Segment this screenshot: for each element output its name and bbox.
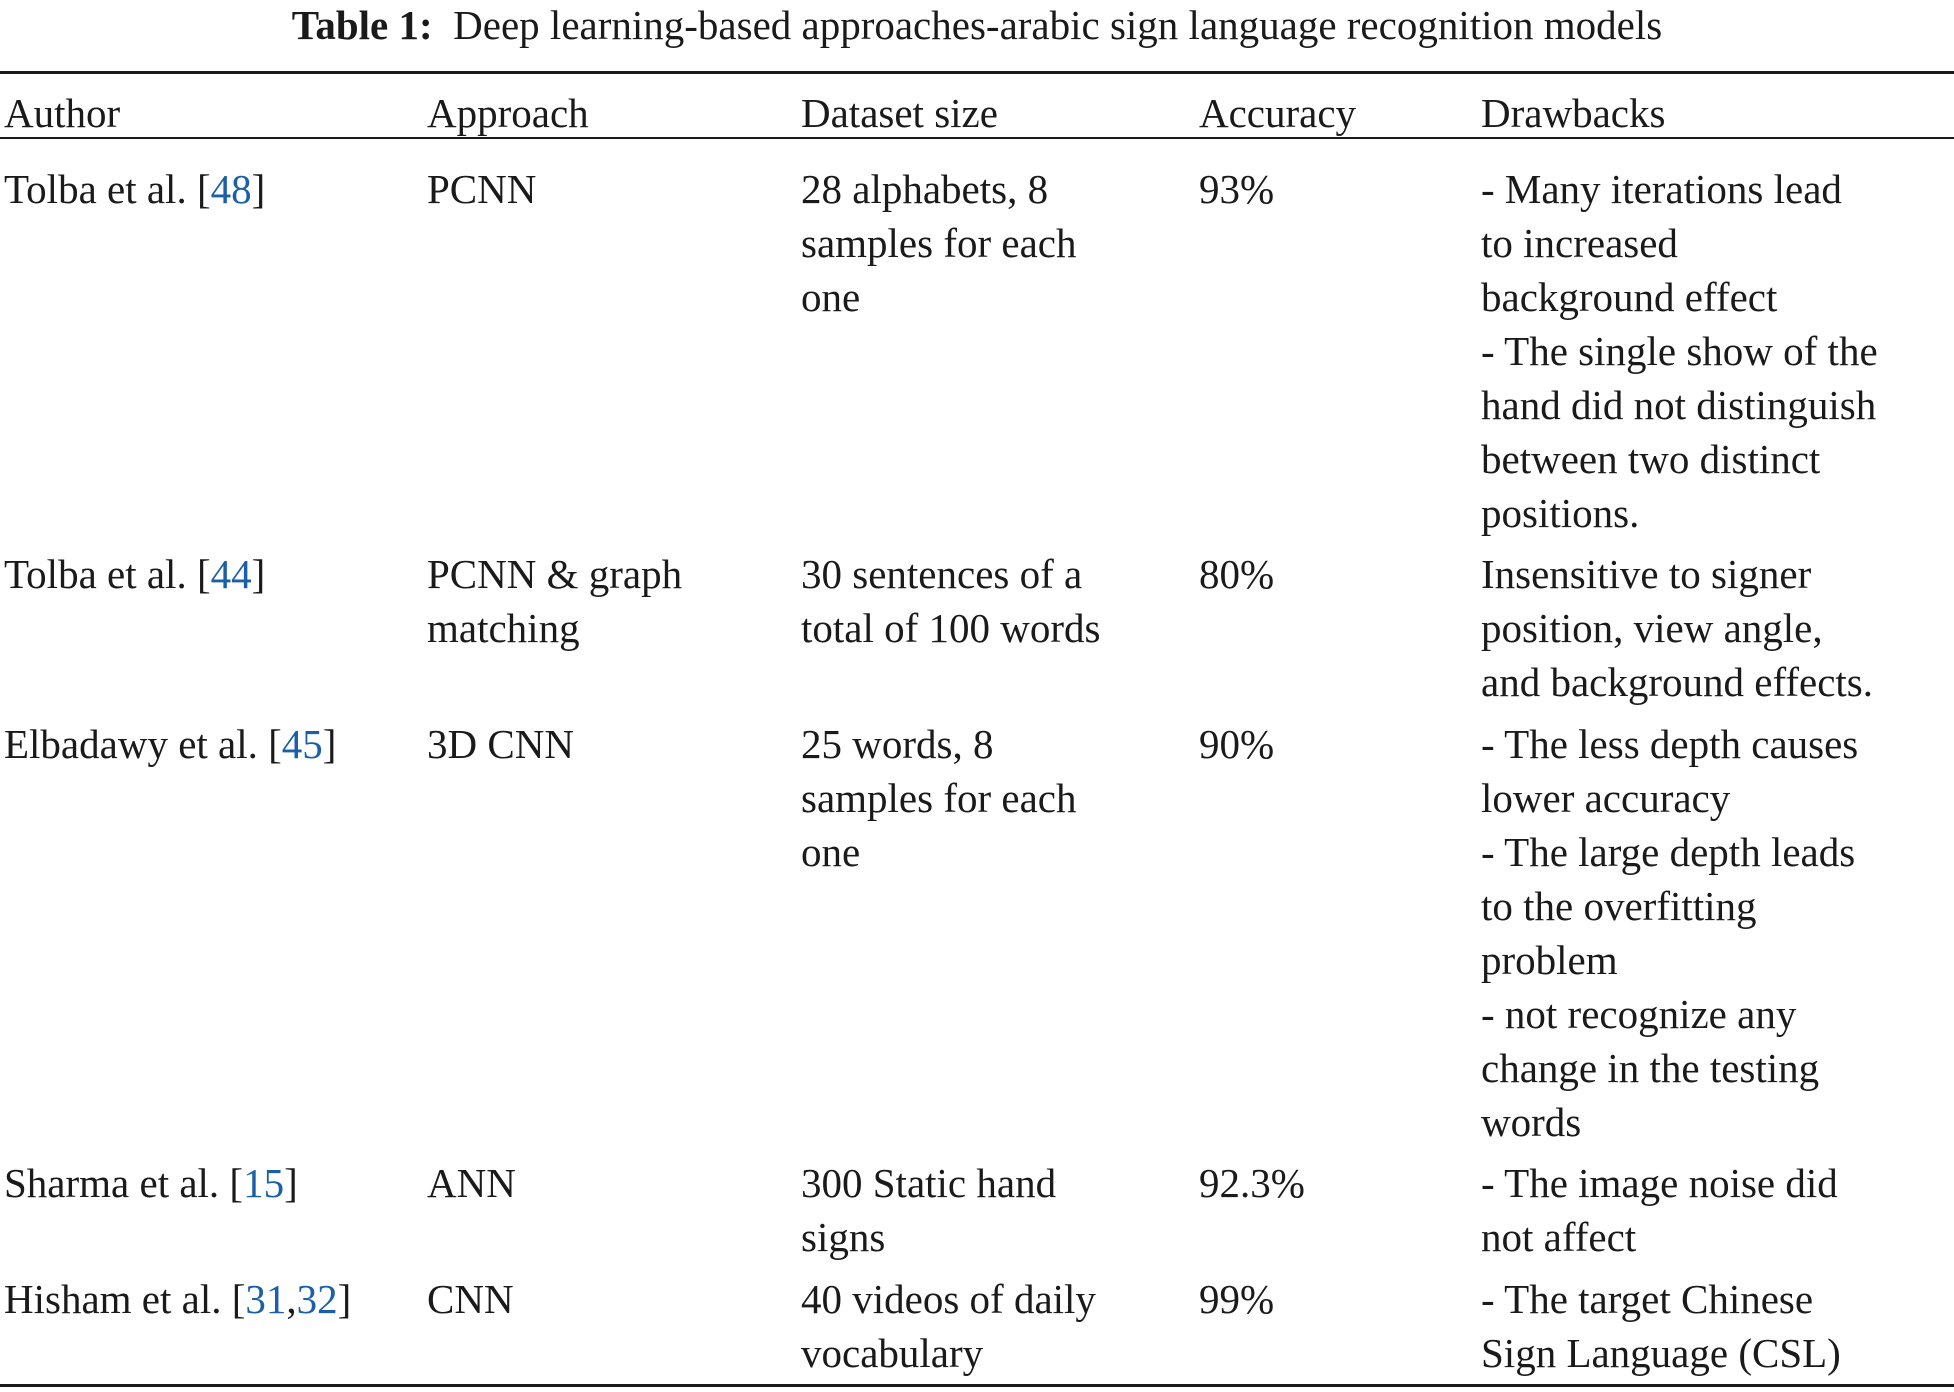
cell-drawbacks-line: - The large depth leads bbox=[1481, 829, 1856, 875]
cell-drawbacks-line: - not recognize any bbox=[1481, 991, 1797, 1037]
citation-link[interactable]: 48 bbox=[210, 166, 252, 212]
cell-drawbacks bbox=[1481, 1156, 1838, 1264]
header-drawbacks: Drawbacks bbox=[1481, 90, 1666, 136]
cell-approach bbox=[427, 717, 574, 771]
cell-drawbacks-line: - The less depth causes bbox=[1481, 721, 1859, 767]
cell-accuracy: 93% bbox=[1199, 166, 1275, 212]
cell-accuracy: 80% bbox=[1199, 551, 1275, 597]
cell-dataset-size-line: one bbox=[801, 829, 861, 875]
cell-approach-line: 3D CNN bbox=[427, 721, 574, 767]
cell-dataset-size-line: one bbox=[801, 274, 861, 320]
header-dataset-size: Dataset size bbox=[801, 90, 998, 136]
author-name: Hisham et al. [ bbox=[4, 1276, 246, 1322]
citation-separator: , bbox=[286, 1276, 297, 1322]
cell-dataset-size bbox=[801, 162, 1077, 324]
table-caption-label: Table 1: bbox=[291, 2, 433, 48]
table-top-rule bbox=[0, 71, 1954, 74]
cell-drawbacks-line: - Many iterations lead bbox=[1481, 166, 1842, 212]
cell-drawbacks-line: position, view angle, bbox=[1481, 605, 1823, 651]
cell-drawbacks bbox=[1481, 1272, 1841, 1380]
cell-drawbacks bbox=[1481, 547, 1873, 709]
cell-drawbacks-line: background effect bbox=[1481, 274, 1778, 320]
cell-drawbacks bbox=[1481, 717, 1858, 1149]
citation-bracket: ] bbox=[322, 721, 337, 767]
cell-drawbacks-line: change in the testing bbox=[1481, 1045, 1820, 1091]
cell-dataset-size-line: 28 alphabets, 8 bbox=[801, 166, 1049, 212]
cell-dataset-size-line: signs bbox=[801, 1214, 886, 1260]
cell-approach-line: ANN bbox=[427, 1160, 516, 1206]
cell-approach-line: PCNN & graph bbox=[427, 551, 683, 597]
cell-drawbacks-line: - The target Chinese bbox=[1481, 1276, 1814, 1322]
citation-link[interactable]: 32 bbox=[296, 1276, 338, 1322]
cell-dataset-size-line: 25 words, 8 bbox=[801, 721, 994, 767]
cell-author bbox=[4, 1272, 351, 1326]
cell-dataset-size bbox=[801, 1272, 1096, 1380]
table-header-rule bbox=[0, 137, 1954, 139]
cell-drawbacks bbox=[1481, 162, 1878, 540]
cell-accuracy: 99% bbox=[1199, 1276, 1275, 1322]
cell-dataset-size bbox=[801, 1156, 1056, 1264]
header-approach: Approach bbox=[427, 90, 589, 136]
cell-drawbacks-line: not affect bbox=[1481, 1214, 1637, 1260]
cell-drawbacks-line: hand did not distinguish bbox=[1481, 382, 1877, 428]
citation-bracket: ] bbox=[337, 1276, 352, 1322]
author-name: Tolba et al. [ bbox=[4, 551, 211, 597]
cell-approach bbox=[427, 547, 682, 655]
author-name: Sharma et al. [ bbox=[4, 1160, 244, 1206]
cell-dataset-size-line: 300 Static hand bbox=[801, 1160, 1057, 1206]
cell-drawbacks-line: lower accuracy bbox=[1481, 775, 1731, 821]
cell-dataset-size bbox=[801, 547, 1101, 655]
cell-approach bbox=[427, 1156, 516, 1210]
cell-drawbacks-line: and background effects. bbox=[1481, 659, 1874, 705]
cell-drawbacks-line: Sign Language (CSL) bbox=[1481, 1330, 1841, 1376]
cell-accuracy: 92.3% bbox=[1199, 1160, 1305, 1206]
cell-drawbacks-line: problem bbox=[1481, 937, 1618, 983]
cell-dataset-size-line: 40 videos of daily bbox=[801, 1276, 1096, 1322]
cell-dataset-size-line: samples for each bbox=[801, 220, 1077, 266]
cell-drawbacks-line: positions. bbox=[1481, 490, 1640, 536]
table-bottom-rule bbox=[0, 1384, 1954, 1387]
citation-bracket: ] bbox=[284, 1160, 298, 1206]
cell-drawbacks-line: Insensitive to signer bbox=[1481, 551, 1812, 597]
cell-dataset-size-line: vocabulary bbox=[801, 1330, 984, 1376]
cell-approach bbox=[427, 162, 536, 216]
cell-drawbacks-line: between two distinct bbox=[1481, 436, 1821, 482]
cell-dataset-size bbox=[801, 717, 1077, 879]
author-name: Tolba et al. [ bbox=[4, 166, 211, 212]
header-author: Author bbox=[4, 90, 121, 136]
citation-link[interactable]: 31 bbox=[245, 1276, 287, 1322]
table-caption bbox=[0, 0, 1954, 50]
cell-approach bbox=[427, 1272, 514, 1326]
cell-drawbacks-line: to the overfitting bbox=[1481, 883, 1757, 929]
cell-drawbacks-line: - The image noise did bbox=[1481, 1160, 1838, 1206]
cell-accuracy: 90% bbox=[1199, 721, 1275, 767]
citation-link[interactable]: 45 bbox=[281, 721, 323, 767]
cell-dataset-size-line: samples for each bbox=[801, 775, 1077, 821]
cell-dataset-size-line: 30 sentences of a bbox=[801, 551, 1083, 597]
table-caption-text: Deep learning-based approaches-arabic sign language recognition models bbox=[453, 2, 1663, 48]
cell-approach-line: matching bbox=[427, 605, 580, 651]
cell-author bbox=[4, 717, 336, 771]
cell-drawbacks-line: to increased bbox=[1481, 220, 1678, 266]
cell-drawbacks-line: words bbox=[1481, 1099, 1582, 1145]
citation-link[interactable]: 44 bbox=[210, 551, 252, 597]
author-name: Elbadawy et al. [ bbox=[4, 721, 282, 767]
cell-drawbacks-line: - The single show of the bbox=[1481, 328, 1878, 374]
cell-author bbox=[4, 547, 265, 601]
cell-approach-line: CNN bbox=[427, 1276, 514, 1322]
cell-approach-line: PCNN bbox=[427, 166, 537, 212]
cell-dataset-size-line: total of 100 words bbox=[801, 605, 1101, 651]
citation-link[interactable]: 15 bbox=[243, 1160, 285, 1206]
citation-bracket: ] bbox=[251, 166, 266, 212]
citation-bracket: ] bbox=[251, 551, 266, 597]
header-accuracy: Accuracy bbox=[1199, 90, 1357, 136]
cell-author bbox=[4, 1156, 298, 1210]
cell-author bbox=[4, 162, 265, 216]
